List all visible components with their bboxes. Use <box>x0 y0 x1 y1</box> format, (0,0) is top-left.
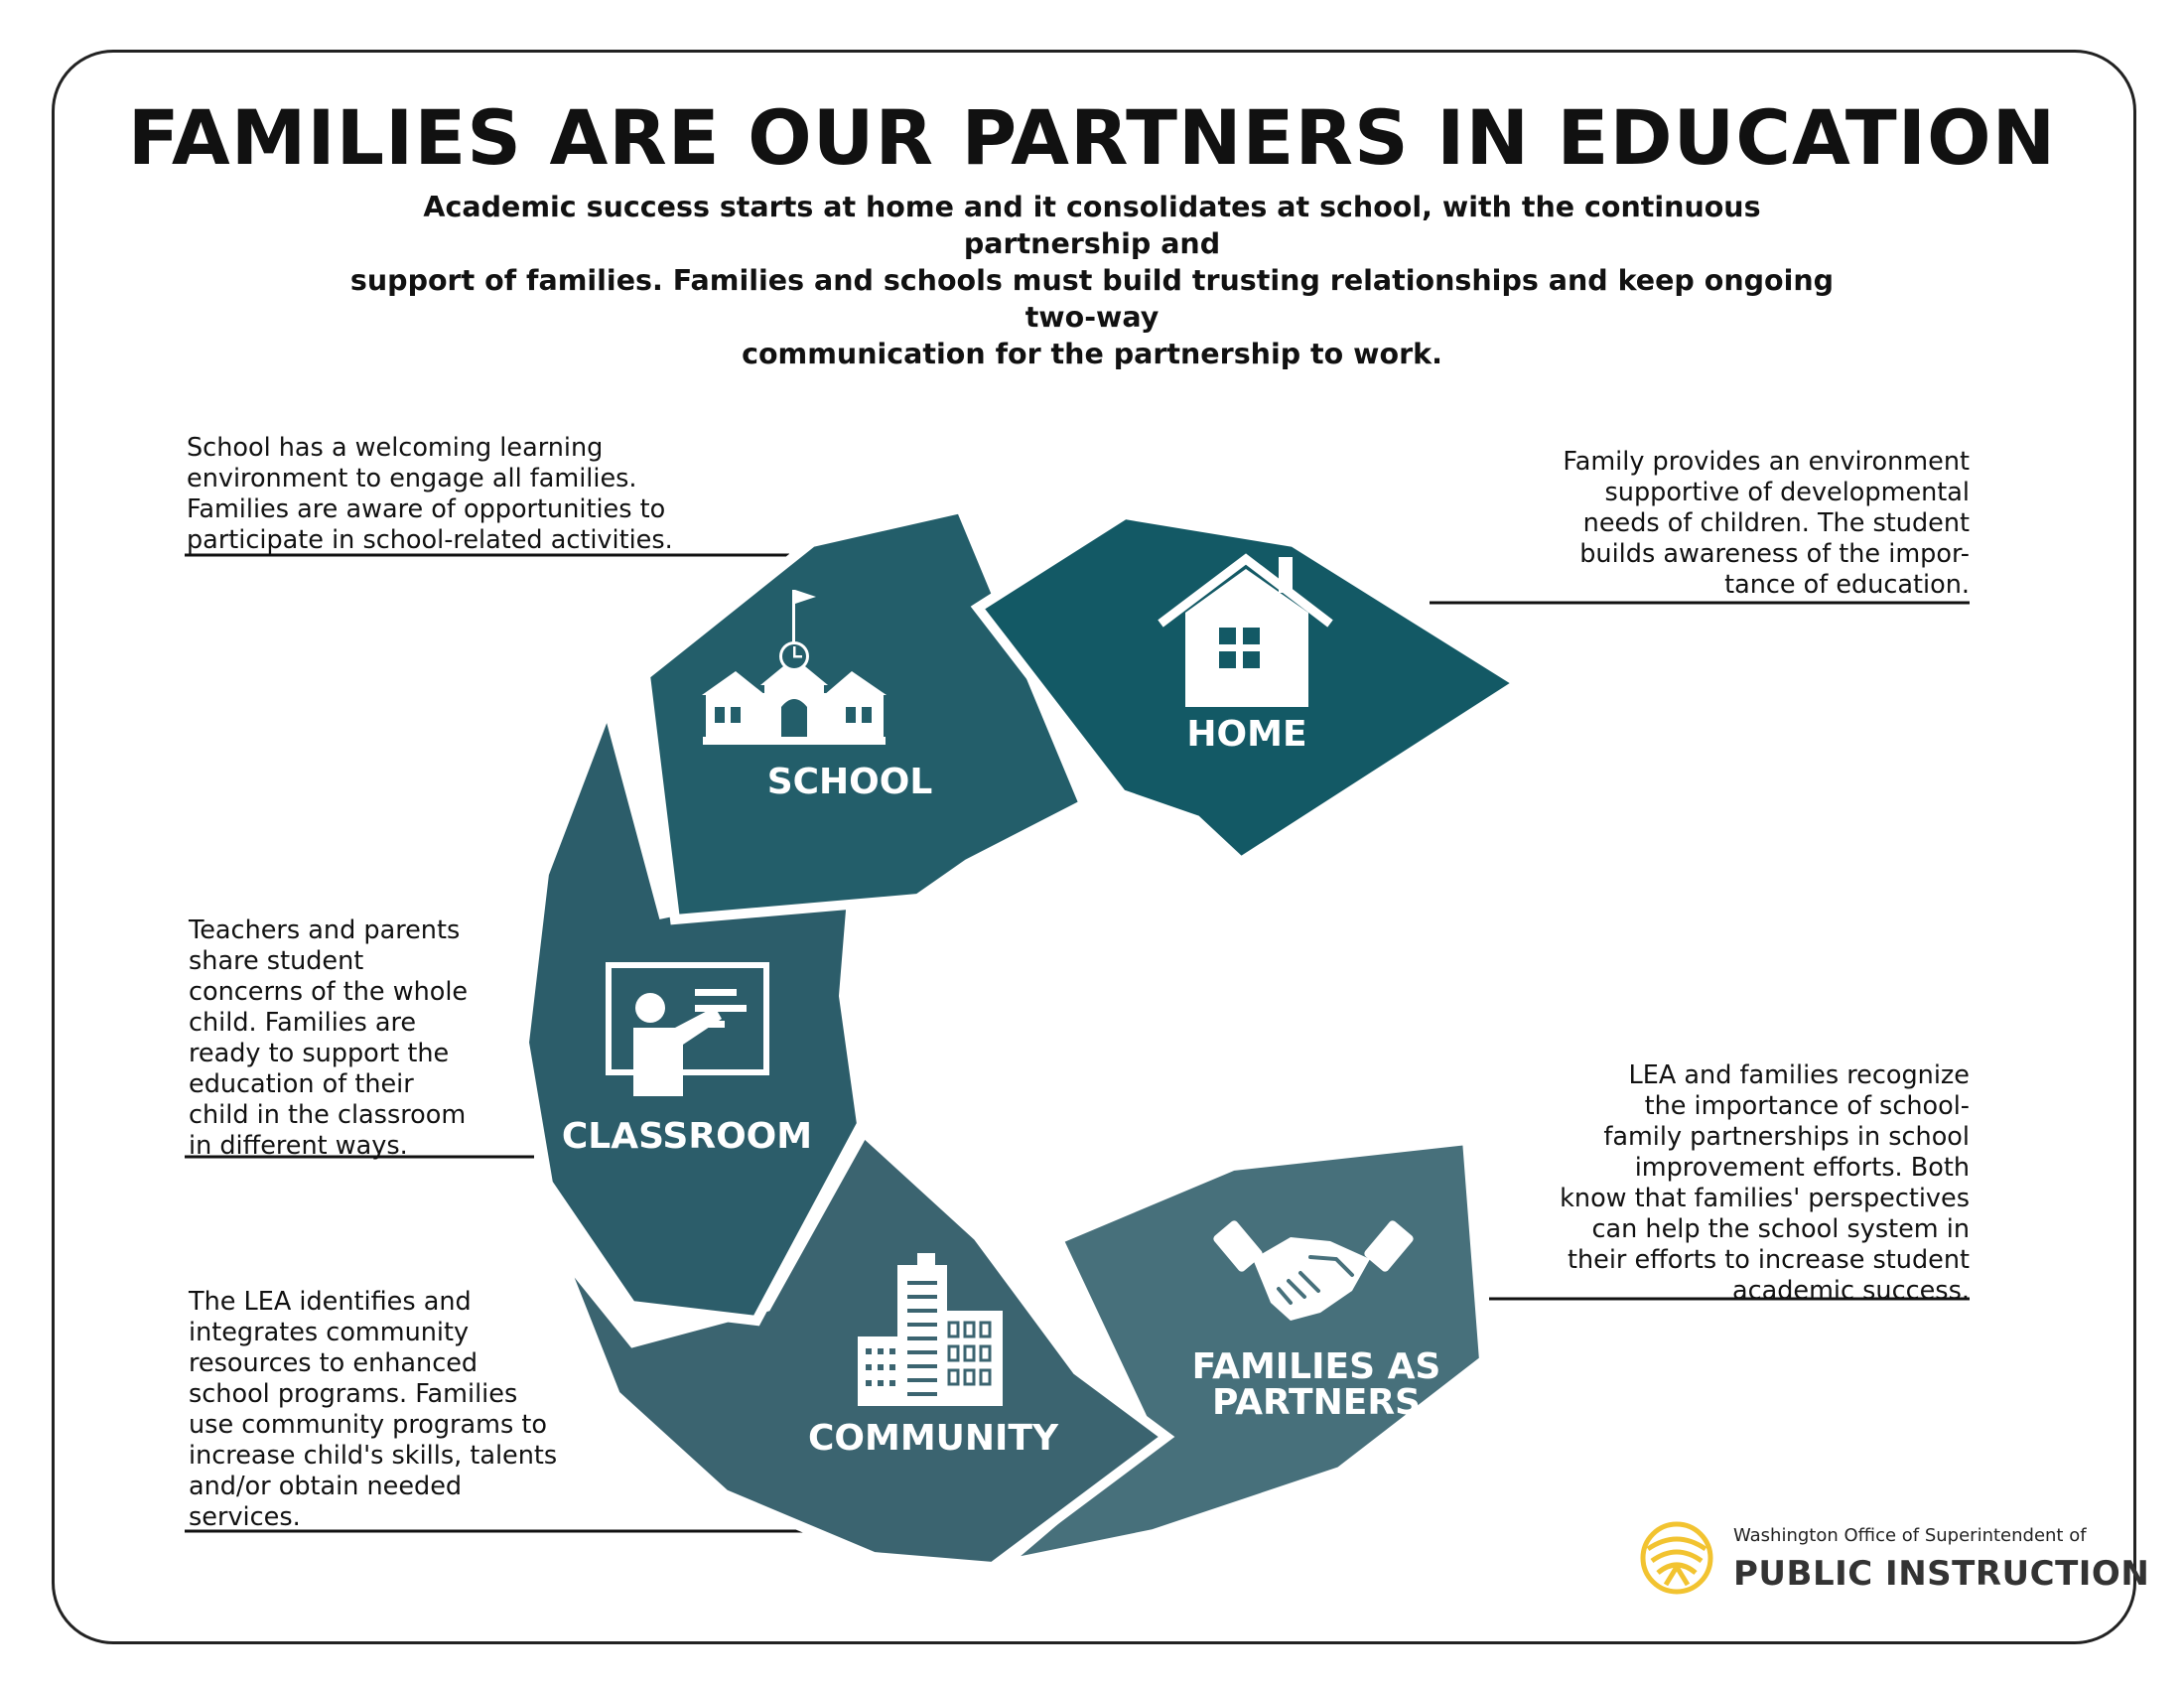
families-label-line2: PARTNERS <box>1212 1382 1421 1423</box>
subtitle-line: communication for the partnership to work. <box>742 338 1442 370</box>
subtitle-line: Academic success starts at home and it consolidates at school, with the continuous partnership and <box>423 191 1761 260</box>
desc-line: school programs. Families <box>189 1379 518 1409</box>
desc-line: ready to support the <box>189 1039 450 1068</box>
desc-line: environment to engage all families. <box>187 464 637 493</box>
desc-line: use community programs to <box>189 1410 547 1440</box>
desc-line: can help the school system in <box>1591 1214 1970 1244</box>
desc-line: supportive of developmental <box>1604 478 1970 507</box>
desc-line: family partnerships in school <box>1603 1122 1970 1152</box>
desc-line: services. <box>189 1502 301 1532</box>
desc-line: LEA and families recognize <box>1628 1060 1970 1090</box>
school-label: SCHOOL <box>766 762 933 802</box>
desc-line: education of their <box>189 1069 414 1099</box>
desc-line: Teachers and parents <box>189 915 461 945</box>
families-label-line1: FAMILIES AS <box>1191 1346 1441 1387</box>
desc-line: builds awareness of the impor- <box>1579 539 1970 569</box>
desc-line: improvement efforts. Both <box>1634 1153 1970 1183</box>
desc-line: the importance of school- <box>1644 1091 1970 1121</box>
desc-line: needs of children. The student <box>1582 508 1970 538</box>
desc-line: integrates community <box>189 1318 470 1347</box>
home-label: HOME <box>1186 714 1307 755</box>
desc-line: in different ways. <box>189 1131 408 1161</box>
desc-line: School has a welcoming learning <box>187 433 604 463</box>
page-title: FAMILIES ARE OUR PARTNERS IN EDUCATION <box>127 93 2057 182</box>
desc-line: Family provides an environment <box>1563 447 1970 477</box>
desc-line: child. Families are <box>189 1008 417 1038</box>
desc-line: their efforts to increase student <box>1567 1245 1970 1275</box>
desc-line: tance of education. <box>1724 570 1970 600</box>
ospi-logo-icon <box>1643 1524 1710 1592</box>
logo-organization-line: Washington Office of Superintendent of <box>1733 1525 2087 1546</box>
desc-line: Families are aware of opportunities to <box>187 494 666 524</box>
desc-line: increase child's skills, talents <box>189 1441 558 1471</box>
desc-line: child in the classroom <box>189 1100 467 1130</box>
subtitle-line: support of families. Families and schools must build trusting relationships and keep ongoing two-way <box>349 264 1835 334</box>
logo-organization-name: PUBLIC INSTRUCTION <box>1733 1554 2150 1594</box>
desc-line: share student <box>189 946 364 976</box>
desc-line: resources to enhanced <box>189 1348 478 1378</box>
desc-line: know that families' perspectives <box>1560 1184 1970 1213</box>
desc-line: The LEA identifies and <box>189 1287 472 1317</box>
desc-line: and/or obtain needed <box>189 1472 463 1501</box>
community-label: COMMUNITY <box>807 1418 1059 1459</box>
desc-line: concerns of the whole <box>189 977 469 1007</box>
desc-line: academic success. <box>1731 1276 1970 1306</box>
desc-line: participate in school-related activities. <box>187 525 673 555</box>
classroom-label: CLASSROOM <box>561 1116 813 1157</box>
